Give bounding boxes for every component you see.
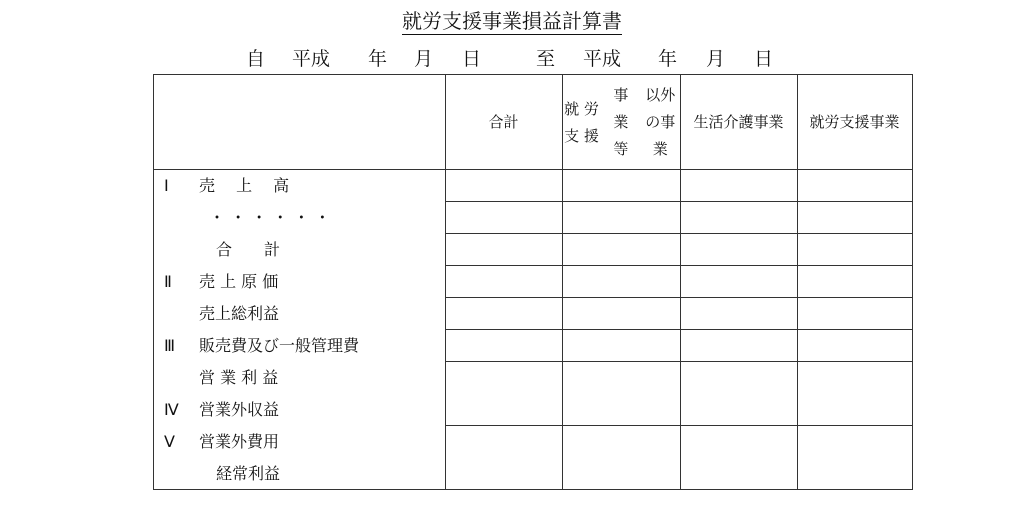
row-number: Ⅲ xyxy=(164,336,176,355)
document-title xyxy=(0,5,1024,34)
row-label: 売 上 原 価 xyxy=(199,272,279,291)
row-label: ・ ・ ・ ・ ・ ・ xyxy=(209,208,331,227)
column-header: 就 労 支 援 事 業 等 以外の事業 xyxy=(564,86,676,158)
period-month-to: 月 xyxy=(706,48,726,70)
column-header: 合計 xyxy=(488,113,519,131)
row-number: Ⅱ xyxy=(164,272,172,291)
row-divider xyxy=(445,201,912,202)
period-day-from: 日 xyxy=(462,48,482,70)
period-from: 自 xyxy=(246,48,266,70)
period-era-from: 平成 xyxy=(292,48,331,70)
row-number: Ⅴ xyxy=(164,432,175,451)
row-label: 売上総利益 xyxy=(199,304,280,323)
period-year-from: 年 xyxy=(368,48,388,70)
row-divider xyxy=(445,233,912,234)
row-divider xyxy=(445,361,912,362)
period-month-from: 月 xyxy=(414,48,434,70)
income-statement-table xyxy=(153,74,913,490)
row-number: Ⅳ xyxy=(164,400,179,419)
period-to: 至 xyxy=(536,48,556,70)
row-label: 営業外収益 xyxy=(199,400,280,419)
row-divider xyxy=(445,329,912,330)
column-header: 就労支援 事業 xyxy=(809,113,900,131)
row-label: 営業外費用 xyxy=(199,432,280,451)
title-text: 就労支援事業損益計算書 xyxy=(402,9,622,33)
row-divider xyxy=(445,265,912,266)
row-label: 売 上 高 xyxy=(199,176,290,195)
row-divider xyxy=(445,425,912,426)
row-number: Ⅰ xyxy=(164,176,169,195)
period-year-to: 年 xyxy=(658,48,678,70)
period-era-to: 平成 xyxy=(583,48,622,70)
row-label: 合 計 xyxy=(216,240,281,259)
column-header: 生活介護 事業 xyxy=(693,113,784,131)
row-label: 経常利益 xyxy=(216,464,281,483)
period-day-to: 日 xyxy=(754,48,774,70)
row-label: 営 業 利 益 xyxy=(199,368,279,387)
row-label: 販売費及び一般管理費 xyxy=(199,336,360,355)
row-divider xyxy=(445,297,912,298)
